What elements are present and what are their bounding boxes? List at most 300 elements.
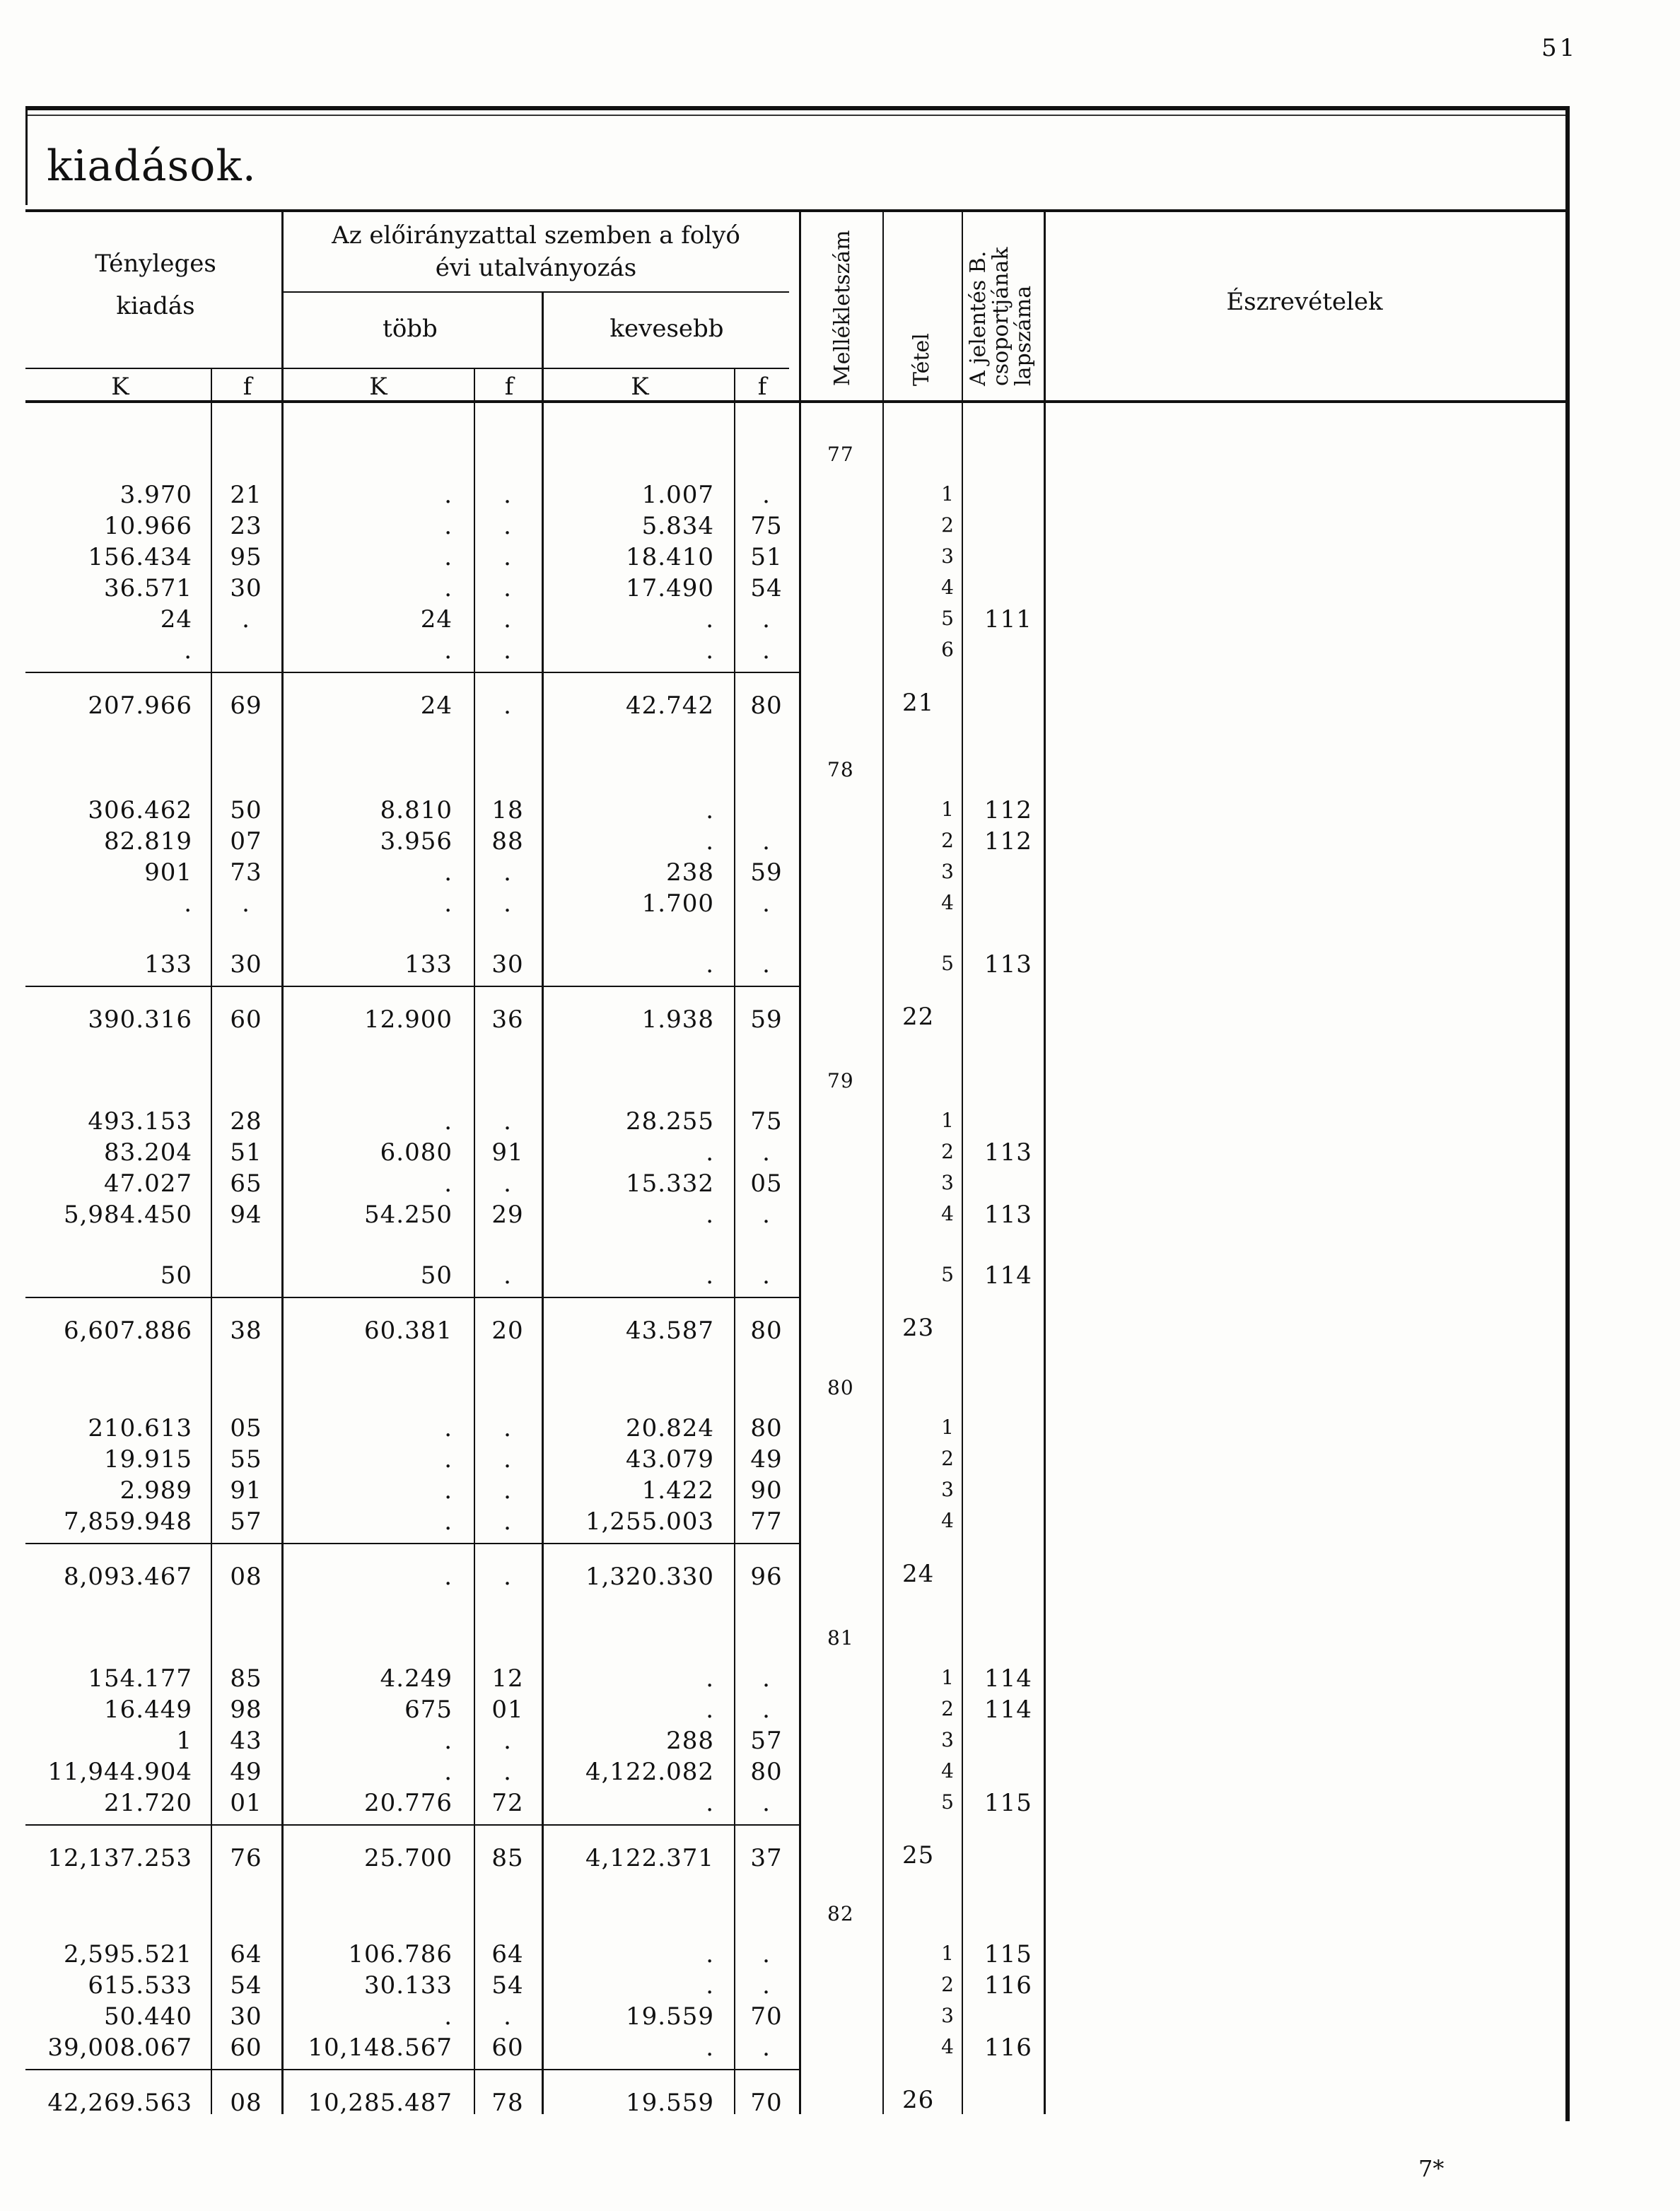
- total-tf: 76: [230, 1844, 262, 1872]
- cell-mf: .: [503, 1507, 512, 1536]
- col-rule-8: [962, 211, 963, 2114]
- cell-tetel: 3: [941, 544, 955, 568]
- cell-mk: .: [444, 1758, 453, 1786]
- cell-tf: 23: [230, 512, 262, 540]
- total-mf: 20: [491, 1317, 524, 1345]
- cell-tetel: 2: [941, 1973, 955, 1996]
- cell-tk: 154.177: [88, 1664, 192, 1693]
- cell-lf: .: [762, 1971, 771, 2000]
- cell-mk: .: [444, 889, 453, 918]
- cell-tk: 306.462: [88, 796, 192, 824]
- cell-lf: .: [762, 1789, 771, 1817]
- cell-lk: .: [706, 1789, 714, 1817]
- cell-lapszam: 115: [984, 1789, 1032, 1817]
- total-rule: [25, 1824, 800, 1826]
- unit-kevesebb-K: K: [631, 373, 649, 401]
- cell-lf: .: [762, 1940, 771, 1968]
- cell-tf: 94: [230, 1201, 262, 1229]
- total-lf: 70: [750, 2089, 783, 2117]
- mellekletszam-value: 77: [827, 443, 854, 466]
- cell-lk: .: [706, 1664, 714, 1693]
- cell-tk: 493.153: [88, 1107, 192, 1136]
- cell-mf: .: [503, 636, 512, 665]
- cell-lf: .: [762, 1696, 771, 1724]
- cell-tf: .: [242, 889, 250, 918]
- cell-tf: 54: [230, 1971, 262, 2000]
- total-tf: 69: [230, 692, 262, 720]
- cell-mk: 133: [404, 950, 453, 979]
- group-subrule: [283, 291, 789, 293]
- cell-tk: 615.533: [88, 1971, 192, 2000]
- total-rule: [25, 2069, 800, 2070]
- cell-mk: 54.250: [364, 1201, 453, 1229]
- cell-lapszam: 113: [984, 1138, 1032, 1167]
- cell-tf: 01: [230, 1789, 262, 1817]
- cell-tetel: 2: [941, 1140, 955, 1163]
- total-mf: 36: [491, 1005, 524, 1034]
- cell-tetel: 5: [941, 952, 955, 975]
- cell-mf: .: [503, 889, 512, 918]
- cell-lf: 80: [750, 1414, 783, 1442]
- cell-tf: 43: [230, 1727, 262, 1755]
- total-rule: [25, 1297, 800, 1298]
- top-rule: [25, 106, 1567, 110]
- total-rule: [25, 986, 800, 987]
- header-tobb: több: [383, 315, 438, 343]
- cell-lk: .: [706, 1201, 714, 1229]
- cell-lf: 77: [750, 1507, 783, 1536]
- cell-lk: 238: [666, 858, 714, 887]
- cell-mf: .: [503, 1445, 512, 1474]
- cell-lf: .: [762, 1201, 771, 1229]
- cell-tf: 49: [230, 1758, 262, 1786]
- cell-tetel: 2: [941, 1697, 955, 1720]
- cell-lf: 05: [750, 1169, 783, 1198]
- unit-kevesebb-f: f: [757, 373, 767, 401]
- col-rule-6: [799, 211, 801, 2114]
- cell-tetel: 1: [941, 798, 955, 821]
- cell-mk: .: [444, 512, 453, 540]
- cell-lapszam: 114: [984, 1696, 1032, 1724]
- cell-lf: .: [762, 481, 771, 509]
- total-tetel: 24: [902, 1560, 935, 1588]
- cell-tf: 30: [230, 2002, 262, 2031]
- total-mf: .: [503, 1563, 512, 1591]
- cell-tetel: 4: [941, 576, 955, 599]
- cell-mf: .: [503, 481, 512, 509]
- col-rule-7: [882, 211, 884, 2114]
- mellekletszam-value: 81: [827, 1626, 854, 1650]
- cell-tf: 57: [230, 1507, 262, 1536]
- cell-tk: 36.571: [104, 574, 192, 602]
- total-lf: 59: [750, 1005, 783, 1034]
- cell-lk: 288: [666, 1727, 714, 1755]
- mellekletszam-value: 78: [827, 758, 854, 781]
- mellekletszam-value: 79: [827, 1069, 854, 1092]
- cell-lk: 15.332: [626, 1169, 714, 1198]
- cell-mk: .: [444, 574, 453, 602]
- cell-lk: 28.255: [626, 1107, 714, 1136]
- cell-mk: .: [444, 1414, 453, 1442]
- cell-lk: .: [706, 1261, 714, 1290]
- cell-mk: .: [444, 1445, 453, 1474]
- cell-tetel: 2: [941, 513, 955, 537]
- total-tetel: 21: [902, 689, 935, 717]
- cell-tetel: 3: [941, 1171, 955, 1194]
- cell-lapszam: 113: [984, 950, 1032, 979]
- cell-mk: .: [444, 1507, 453, 1536]
- cell-lf: .: [762, 1664, 771, 1693]
- total-tk: 8,093.467: [63, 1563, 192, 1591]
- cell-tk: 16.449: [104, 1696, 192, 1724]
- cell-tetel: 4: [941, 1509, 955, 1532]
- cell-tetel: 5: [941, 1263, 955, 1286]
- header-group-line1: Az előirányzattal szemben a folyó: [332, 221, 740, 250]
- cell-tk: 24: [160, 605, 192, 634]
- cell-lk: 1.007: [641, 481, 714, 509]
- cell-mf: .: [503, 2002, 512, 2031]
- cell-mf: .: [503, 605, 512, 634]
- cell-lf: .: [762, 636, 771, 665]
- cell-tetel: 1: [941, 1942, 955, 1965]
- cell-tf: 91: [230, 1476, 262, 1505]
- cell-mk: 20.776: [364, 1789, 453, 1817]
- cell-tetel: 4: [941, 1759, 955, 1783]
- cell-lf: 57: [750, 1727, 783, 1755]
- cell-tk: 19.915: [104, 1445, 192, 1474]
- cell-lf: 75: [750, 1107, 783, 1136]
- cell-tk: 901: [144, 858, 192, 887]
- total-lk: 42.742: [626, 692, 714, 720]
- header-tenyleges-line2: kiadás: [116, 292, 195, 320]
- total-mk: .: [444, 1563, 453, 1591]
- total-lk: 19.559: [626, 2089, 714, 2117]
- cell-tf: 30: [230, 574, 262, 602]
- cell-lk: .: [706, 636, 714, 665]
- cell-tetel: 3: [941, 1728, 955, 1751]
- header-group: [283, 219, 789, 284]
- cell-lapszam: 112: [984, 827, 1032, 856]
- cell-lf: 59: [750, 858, 783, 887]
- cell-mf: .: [503, 574, 512, 602]
- cell-tetel: 1: [941, 482, 955, 506]
- total-rule: [25, 672, 800, 673]
- cell-mk: 10,148.567: [308, 2034, 453, 2062]
- cell-tetel: 6: [941, 638, 955, 661]
- cell-tk: 47.027: [104, 1169, 192, 1198]
- cell-lf: .: [762, 1138, 771, 1167]
- cell-mf: .: [503, 543, 512, 571]
- cell-lk: 43.079: [626, 1445, 714, 1474]
- cell-lk: .: [706, 1971, 714, 2000]
- cell-mf: 01: [491, 1696, 524, 1724]
- cell-tk: 21.720: [104, 1789, 192, 1817]
- cell-lk: .: [706, 605, 714, 634]
- cell-tetel: 2: [941, 1447, 955, 1470]
- cell-tk: 50: [160, 1261, 192, 1290]
- cell-mf: 29: [491, 1201, 524, 1229]
- cell-mf: 60: [491, 2034, 524, 2062]
- cell-tf: 28: [230, 1107, 262, 1136]
- cell-tetel: 5: [941, 607, 955, 630]
- cell-tetel: 5: [941, 1790, 955, 1814]
- cell-lf: 75: [750, 512, 783, 540]
- cell-mk: .: [444, 1169, 453, 1198]
- cell-mf: .: [503, 1758, 512, 1786]
- cell-tetel: 1: [941, 1109, 955, 1132]
- cell-mf: 91: [491, 1138, 524, 1167]
- total-tk: 207.966: [88, 692, 192, 720]
- cell-mk: 8.810: [380, 796, 453, 824]
- total-tetel: 25: [902, 1841, 935, 1869]
- section-title: kiadások.: [47, 141, 257, 191]
- header-group-line2: évi utalványozás: [435, 254, 637, 282]
- cell-mf: .: [503, 1107, 512, 1136]
- header-top-rule: [25, 209, 1567, 212]
- cell-mf: 64: [491, 1940, 524, 1968]
- cell-lk: 4,122.082: [585, 1758, 714, 1786]
- cell-tf: 73: [230, 858, 262, 887]
- cell-lapszam: 116: [984, 2034, 1032, 2062]
- cell-lapszam: 111: [984, 605, 1032, 634]
- footer-mark: 7*: [1418, 2155, 1445, 2182]
- cell-lf: 49: [750, 1445, 783, 1474]
- total-tetel: 22: [902, 1003, 935, 1031]
- header-jelentes-line1: A jelentés B.: [966, 250, 991, 386]
- mellekletszam-value: 82: [827, 1902, 854, 1925]
- total-lf: 80: [750, 692, 783, 720]
- cell-tk: 2,595.521: [63, 1940, 192, 1968]
- mellekletszam-value: 80: [827, 1376, 854, 1399]
- total-tetel: 23: [902, 1314, 935, 1342]
- cell-lk: 1.700: [641, 889, 714, 918]
- total-tk: 42,269.563: [47, 2089, 192, 2117]
- total-tk: 390.316: [88, 1005, 192, 1034]
- cell-lf: .: [762, 1261, 771, 1290]
- cell-mf: .: [503, 1261, 512, 1290]
- cell-lf: .: [762, 827, 771, 856]
- total-lk: 1.938: [641, 1005, 714, 1034]
- cell-lk: 19.559: [626, 2002, 714, 2031]
- total-mk: 10,285.487: [308, 2089, 453, 2117]
- cell-tk: 156.434: [88, 543, 192, 571]
- total-tf: 60: [230, 1005, 262, 1034]
- cell-mk: 50: [420, 1261, 453, 1290]
- cell-tf: 55: [230, 1445, 262, 1474]
- header-jelentes-line3: lapszáma: [1011, 285, 1036, 386]
- cell-lf: 54: [750, 574, 783, 602]
- col-rule-5: [734, 368, 735, 2114]
- header-tetel: Tétel: [909, 333, 934, 386]
- cell-mf: 72: [491, 1789, 524, 1817]
- unit-tobb-f: f: [504, 373, 514, 401]
- cell-tf: 07: [230, 827, 262, 856]
- cell-mk: 6.080: [380, 1138, 453, 1167]
- cell-mk: .: [444, 481, 453, 509]
- cell-lk: 1.422: [641, 1476, 714, 1505]
- total-lf: 37: [750, 1844, 783, 1872]
- total-lf: 96: [750, 1563, 783, 1591]
- unit-tenyleges-K: K: [111, 373, 129, 401]
- total-tk: 6,607.886: [63, 1317, 192, 1345]
- cell-lf: .: [762, 2034, 771, 2062]
- cell-lk: 17.490: [626, 574, 714, 602]
- cell-mf: 30: [491, 950, 524, 979]
- total-mf: 78: [491, 2089, 524, 2117]
- col-rule-9: [1044, 211, 1046, 2114]
- cell-tf: 64: [230, 1940, 262, 1968]
- cell-lk: .: [706, 827, 714, 856]
- col-rule-1: [211, 368, 212, 2114]
- cell-lk: 18.410: [626, 543, 714, 571]
- cell-tf: 51: [230, 1138, 262, 1167]
- cell-tk: 83.204: [104, 1138, 192, 1167]
- total-mk: 60.381: [364, 1317, 453, 1345]
- cell-tf: 65: [230, 1169, 262, 1198]
- total-mk: 25.700: [364, 1844, 453, 1872]
- cell-tk: 5,984.450: [63, 1201, 192, 1229]
- cell-lf: .: [762, 605, 771, 634]
- cell-lf: .: [762, 889, 771, 918]
- total-lf: 80: [750, 1317, 783, 1345]
- cell-mf: 18: [491, 796, 524, 824]
- total-mf: .: [503, 692, 512, 720]
- cell-lapszam: 112: [984, 796, 1032, 824]
- cell-lapszam: 114: [984, 1664, 1032, 1693]
- cell-lk: .: [706, 1138, 714, 1167]
- total-lk: 1,320.330: [585, 1563, 714, 1591]
- cell-mf: 12: [491, 1664, 524, 1693]
- cell-mf: .: [503, 1414, 512, 1442]
- cell-mk: 106.786: [348, 1940, 453, 1968]
- cell-tf: 85: [230, 1664, 262, 1693]
- top-rule-thin: [25, 115, 1567, 116]
- cell-lf: 80: [750, 1758, 783, 1786]
- header-jelentes-line2: csoportjának: [988, 247, 1013, 386]
- cell-tk: 82.819: [104, 827, 192, 856]
- cell-mk: .: [444, 1107, 453, 1136]
- header-tenyleges: [28, 247, 283, 322]
- total-tf: 08: [230, 2089, 262, 2117]
- cell-mf: 88: [491, 827, 524, 856]
- cell-mk: .: [444, 543, 453, 571]
- cell-tf: 98: [230, 1696, 262, 1724]
- unit-tenyleges-f: f: [243, 373, 252, 401]
- cell-lk: .: [706, 796, 714, 824]
- right-border: [1565, 106, 1570, 2121]
- cell-tf: 05: [230, 1414, 262, 1442]
- cell-lf: .: [762, 950, 771, 979]
- cell-mk: 30.133: [364, 1971, 453, 2000]
- cell-tk: 11,944.904: [47, 1758, 192, 1786]
- cell-tk: 3.970: [119, 481, 192, 509]
- cell-lf: 51: [750, 543, 783, 571]
- cell-tk: 133: [144, 950, 192, 979]
- cell-tf: 30: [230, 950, 262, 979]
- cell-mk: .: [444, 1727, 453, 1755]
- cell-tetel: 3: [941, 2004, 955, 2027]
- cell-tf: 95: [230, 543, 262, 571]
- cell-lk: .: [706, 950, 714, 979]
- cell-lk: .: [706, 1940, 714, 1968]
- total-lk: 43.587: [626, 1317, 714, 1345]
- cell-mk: .: [444, 2002, 453, 2031]
- unit-rule: [25, 368, 789, 369]
- cell-mk: .: [444, 1476, 453, 1505]
- cell-mf: .: [503, 1727, 512, 1755]
- total-mk: 12.900: [364, 1005, 453, 1034]
- total-tf: 38: [230, 1317, 262, 1345]
- cell-tf: 50: [230, 796, 262, 824]
- total-lk: 4,122.371: [585, 1844, 714, 1872]
- page-number: 51: [1541, 34, 1578, 62]
- header-eszrevetelek: Észrevételek: [1226, 288, 1383, 316]
- cell-lapszam: 114: [984, 1261, 1032, 1290]
- cell-lk: 20.824: [626, 1414, 714, 1442]
- cell-tk: 2.989: [119, 1476, 192, 1505]
- cell-lapszam: 113: [984, 1201, 1032, 1229]
- cell-tetel: 3: [941, 860, 955, 883]
- cell-lk: 5.834: [641, 512, 714, 540]
- cell-tetel: 1: [941, 1666, 955, 1689]
- total-mf: 85: [491, 1844, 524, 1872]
- cell-lf: 90: [750, 1476, 783, 1505]
- unit-tobb-K: K: [369, 373, 387, 401]
- cell-tk: 7,859.948: [63, 1507, 192, 1536]
- left-border: [25, 106, 28, 205]
- cell-mf: .: [503, 858, 512, 887]
- cell-lapszam: 116: [984, 1971, 1032, 2000]
- cell-mf: .: [503, 1476, 512, 1505]
- col-rule-3: [474, 368, 475, 2114]
- total-tf: 08: [230, 1563, 262, 1591]
- cell-tf: 21: [230, 481, 262, 509]
- header-kevesebb: kevesebb: [609, 315, 724, 343]
- cell-mf: .: [503, 1169, 512, 1198]
- cell-mk: .: [444, 636, 453, 665]
- header-tenyleges-line1: Tényleges: [95, 250, 216, 278]
- total-mk: 24: [420, 692, 453, 720]
- cell-tk: .: [184, 889, 192, 918]
- cell-tetel: 4: [941, 2035, 955, 2058]
- cell-tetel: 2: [941, 829, 955, 852]
- cell-mk: 675: [404, 1696, 453, 1724]
- header-mellekletszam: Mellékletszám: [830, 230, 855, 386]
- cell-lk: .: [706, 1696, 714, 1724]
- cell-mk: 4.249: [380, 1664, 453, 1693]
- cell-tf: 60: [230, 2034, 262, 2062]
- cell-tk: 39,008.067: [47, 2034, 192, 2062]
- cell-tk: 210.613: [88, 1414, 192, 1442]
- cell-tetel: 4: [941, 891, 955, 914]
- cell-tk: 10.966: [104, 512, 192, 540]
- cell-lf: 70: [750, 2002, 783, 2031]
- total-tk: 12,137.253: [47, 1844, 192, 1872]
- cell-mf: 54: [491, 1971, 524, 2000]
- cell-lk: .: [706, 2034, 714, 2062]
- cell-tk: 50.440: [104, 2002, 192, 2031]
- total-rule: [25, 1543, 800, 1544]
- cell-mf: .: [503, 512, 512, 540]
- cell-mk: 3.956: [380, 827, 453, 856]
- cell-lapszam: 115: [984, 1940, 1032, 1968]
- cell-mk: .: [444, 858, 453, 887]
- cell-tetel: 1: [941, 1416, 955, 1439]
- cell-tetel: 3: [941, 1478, 955, 1501]
- cell-mk: 24: [420, 605, 453, 634]
- cell-tk: .: [184, 636, 192, 665]
- cell-tetel: 4: [941, 1202, 955, 1225]
